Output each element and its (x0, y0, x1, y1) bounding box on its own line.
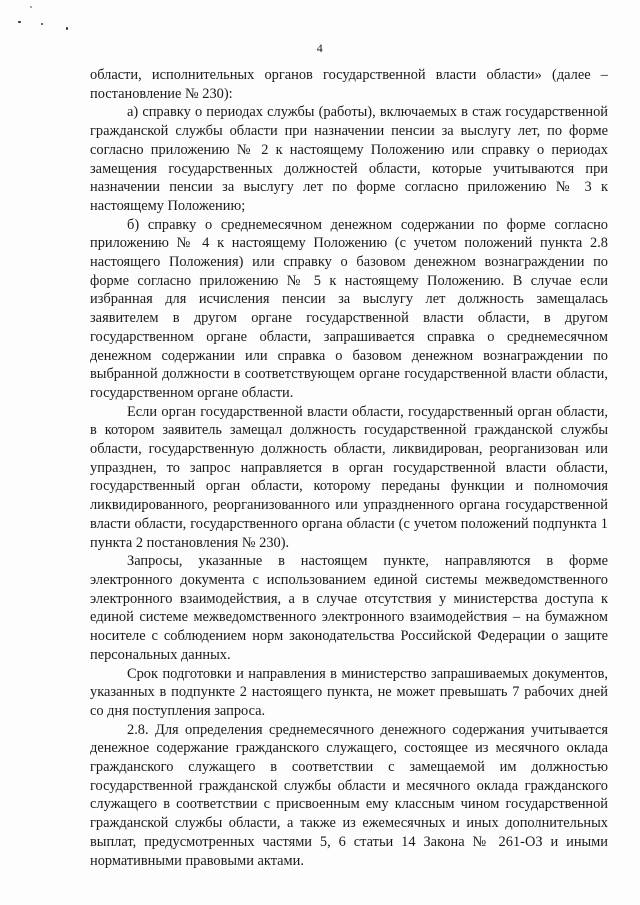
paragraph-section-2-8: 2.8. Для определения среднемесячного денежного содержания учитывается денежное содержание гражданского служащего, состоящее из месячного оклада гражданского служащего в соответствии с замещаемой им должностью государственной гражданской службы области и месячного оклада гражданского служащего в соответствии с присвоенным ему классным чином государственной гражданской службы области, а также из ежемесячных и иных дополнительных выплат, предусмотренных частями 5, 6 статьи 14 Закона № 261-ОЗ и иными нормативными правовыми актами. (90, 721, 608, 869)
paragraph-item-a: а) справку о периодах службы (работы), включаемых в стаж государственной гражданской службы области при назначении пенсии за выслугу лет, по форме согласно приложению № 2 к настоящему Положению или справку о периодах замещения государственных должностей области, которые учитываются при назначении пенсии за выслугу лет по форме согласно приложению № 3 к настоящему Положению; (90, 104, 608, 214)
paragraph-deadline: Срок подготовки и направления в министерство запрашиваемых документов, указанных в подпункте 2 настоящего пункта, не может превышать 7 рабочих дней со дня поступления запроса. (90, 665, 608, 719)
scan-artifact (18, 21, 21, 23)
paragraph-requests: Запросы, указанные в настоящем пункте, направляются в форме электронного документа с использованием единой системы межведомственного электронного взаимодействия, а в случае отсутствия у министерства доступа к единой системе межведомственного электронного взаимодействия – на бумажном носителе с соблюдением норм законодательства Российской Федерации о защите персональных данных. (90, 553, 608, 663)
scan-artifact (66, 27, 68, 30)
document-body (90, 66, 608, 870)
page-number: 4 (316, 41, 324, 55)
scan-artifact (41, 23, 43, 25)
paragraph-item-b: б) справку о среднемесячном денежном содержании по форме согласно приложению № 4 к настоящему Положению (с учетом положений пункта 2.8 настоящего Положения) или справку о базовом денежном вознаграждении по форме согласно приложению № 5 к настоящему Положению. В случае если избранная для исчисления пенсии за выслугу лет должность замещалась заявителем в другом органе государственной власти области, в другом государственном органе области, запрашивается справка о среднемесячном денежном содержании или справка о базовом денежном вознаграждении по выбранной должности в соответствующем органе государственной власти области, государственном органе области. (90, 216, 608, 401)
scan-artifact (30, 6, 32, 8)
paragraph-continuation: области, исполнительных органов государственной власти области» (далее – постановление № 230): (90, 67, 608, 102)
paragraph-liquidated-body: Если орган государственной власти области, государственный орган области, в котором заявитель замещал должность государственной гражданской службы области, государственную должность области, ликвидирован, реорганизован или упразднен, то запрос направляется в орган государственной власти области, государственный орган области, которому переданы функции и полномочия ликвидированного, реорганизованного или упраздненного органа государственной власти области, государственного органа области (с учетом положений подпункта 1 пункта 2 постановления № 230). (90, 403, 608, 551)
